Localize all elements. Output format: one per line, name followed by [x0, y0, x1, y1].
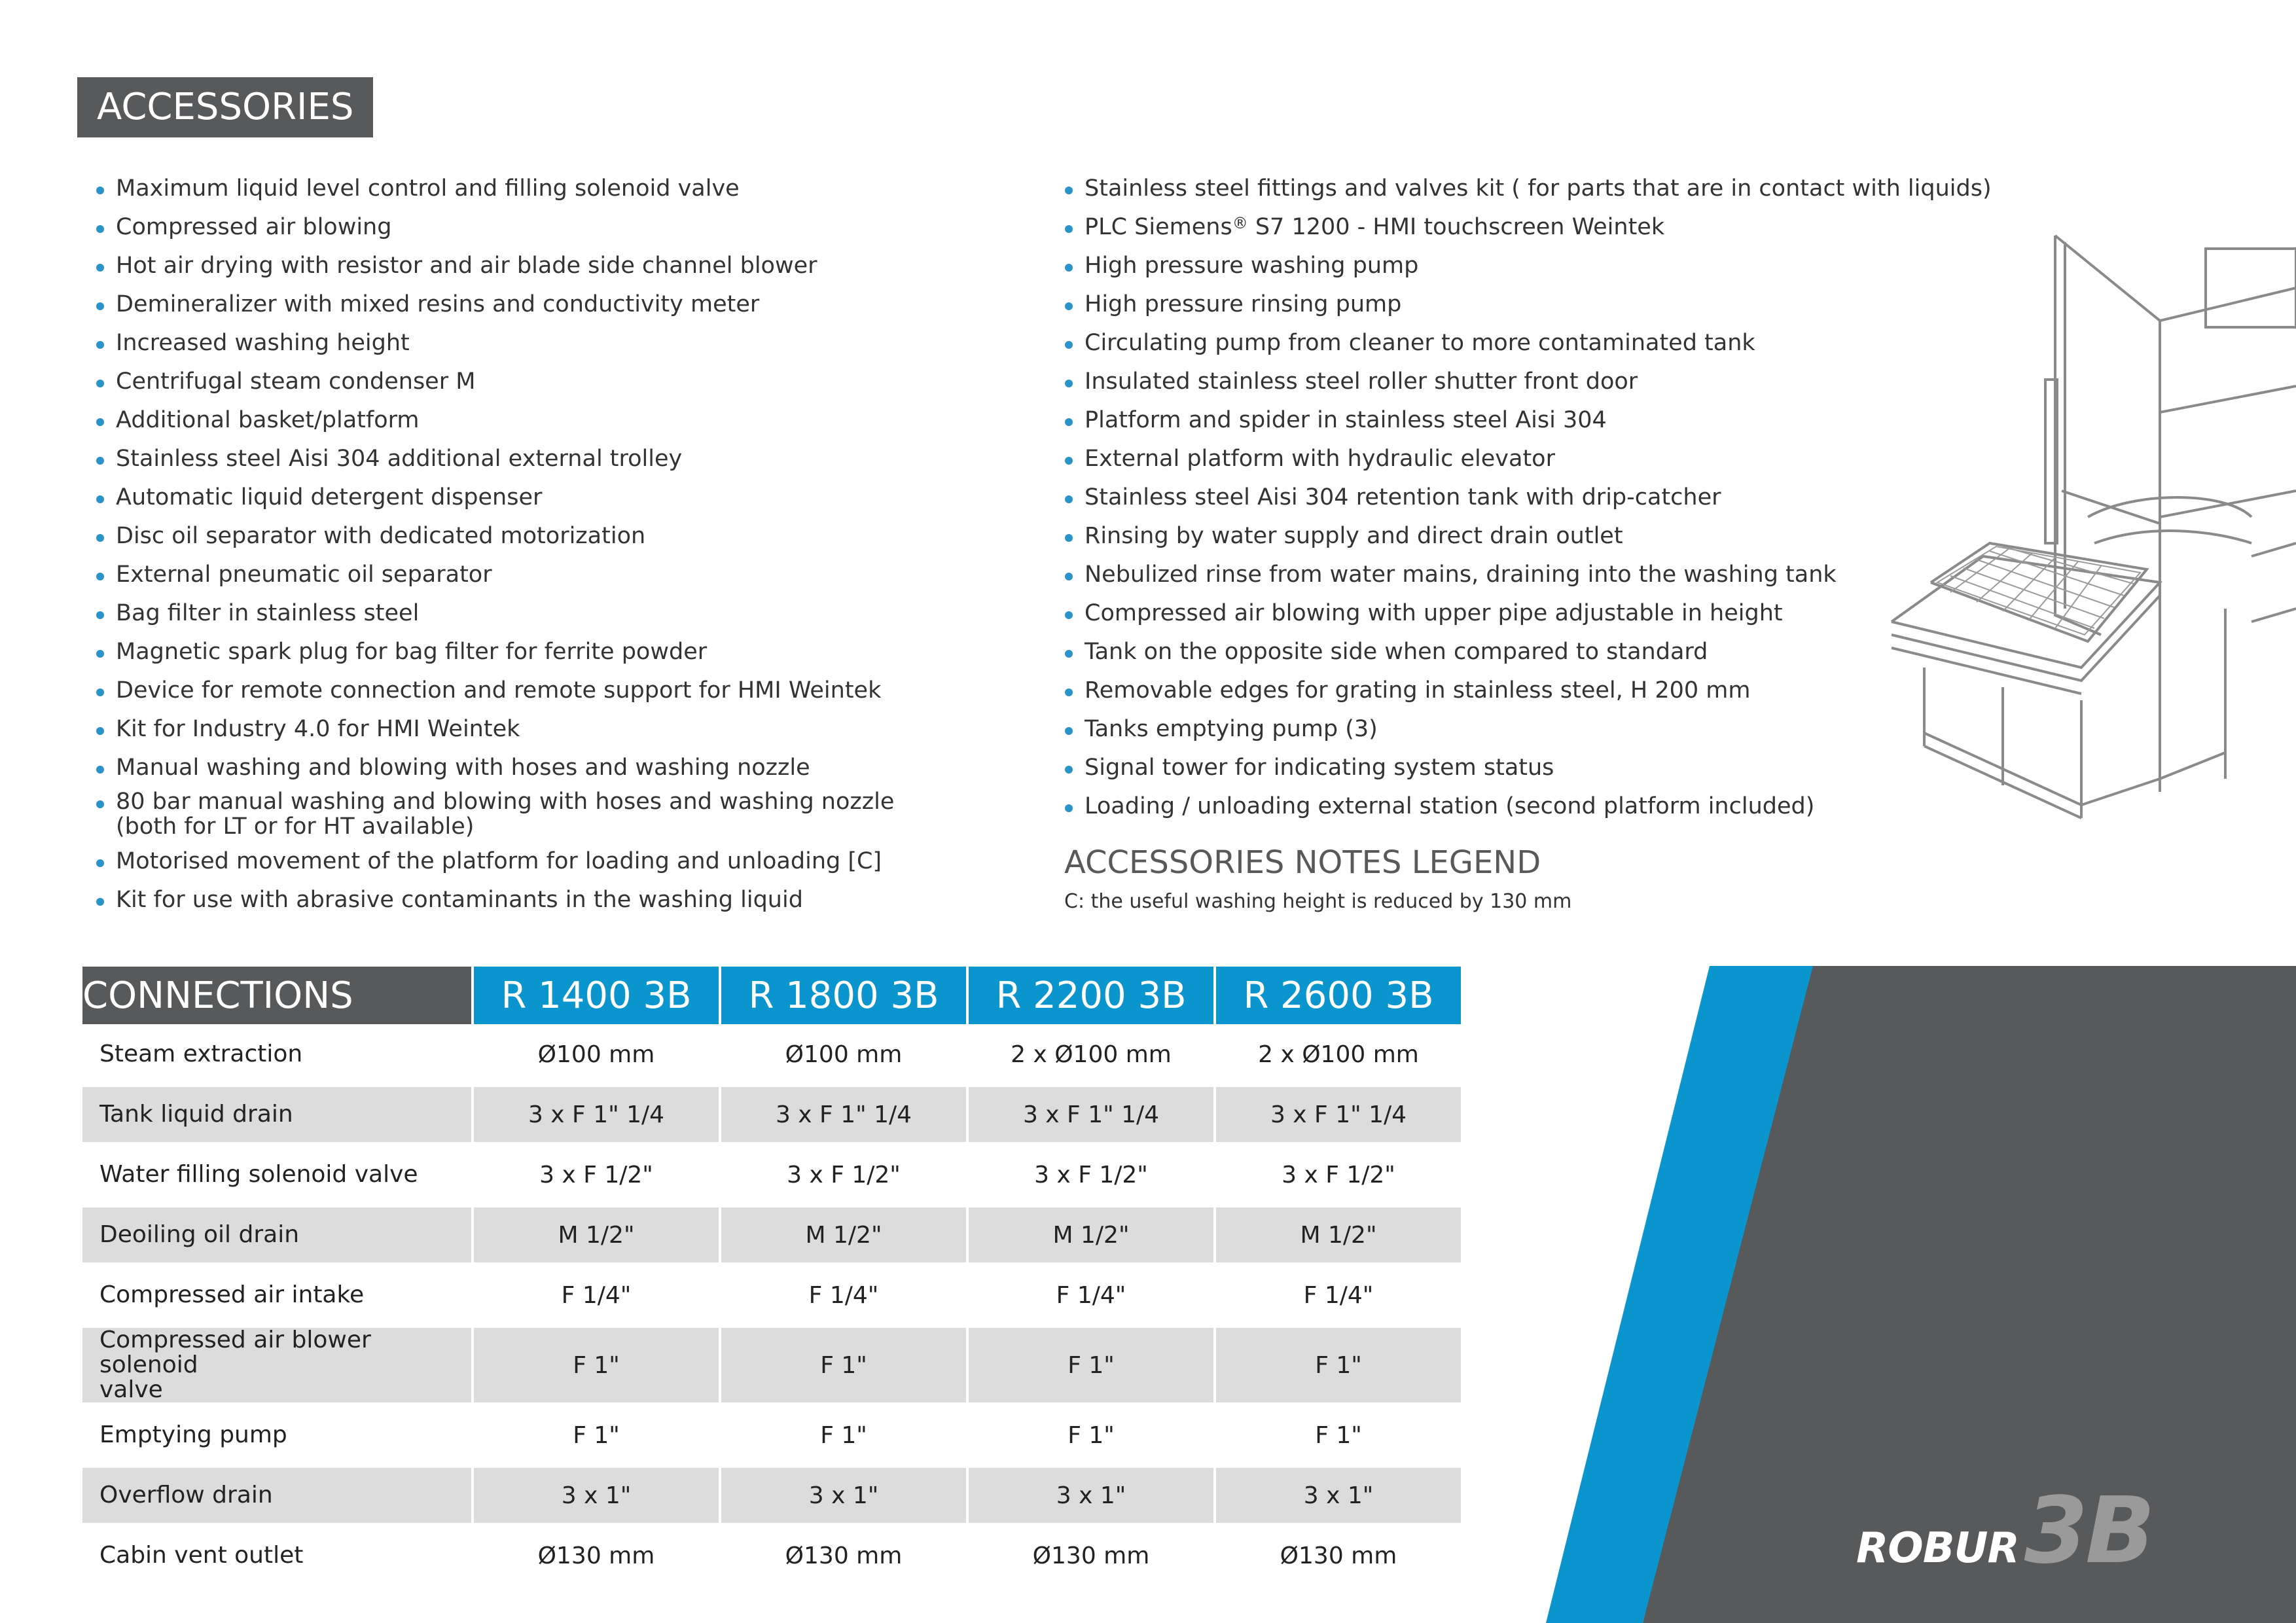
table-cell: M 1/2" — [721, 1205, 966, 1265]
list-item-text: S7 1200 - HMI touchscreen Weintek — [1247, 214, 1665, 240]
connections-title: CONNECTIONS — [82, 967, 471, 1024]
list-item: Rinsing by water supply and direct drain outlet — [1065, 523, 1623, 549]
table-cell: F 1" — [1216, 1325, 1461, 1405]
list-item: Stainless steel Aisi 304 retention tank with drip-catcher — [1065, 484, 1721, 510]
model-header: R 1800 3B — [721, 967, 966, 1024]
table-cell: F 1" — [474, 1405, 719, 1465]
table-cell: 2 x Ø100 mm — [1216, 1024, 1461, 1084]
table-cell: 3 x F 1" 1/4 — [474, 1084, 719, 1145]
list-item — [96, 789, 894, 839]
list-item: Magnetic spark plug for bag filter for ferrite powder — [96, 639, 707, 665]
table-cell: 3 x 1" — [474, 1465, 719, 1525]
row-label: Steam extraction — [82, 1024, 471, 1084]
legend-note: C: the useful washing height is reduced by 130 mm — [1064, 890, 1572, 913]
connections-table — [80, 967, 1463, 1586]
list-item: Centrifugal steam condenser M — [96, 368, 475, 395]
table-cell: M 1/2" — [969, 1205, 1213, 1265]
table-cell: F 1/4" — [721, 1265, 966, 1325]
table-row — [82, 1265, 1461, 1325]
table-cell: F 1" — [1216, 1405, 1461, 1465]
model-header: R 2600 3B — [1216, 967, 1461, 1024]
row-label-line-2: valve — [99, 1376, 163, 1403]
list-item: External platform with hydraulic elevator — [1065, 446, 1555, 472]
row-label — [82, 1325, 471, 1405]
list-item: Removable edges for grating in stainless steel, H 200 mm — [1065, 677, 1750, 704]
table-cell: 3 x F 1/2" — [1216, 1145, 1461, 1205]
list-item-text: PLC Siemens — [1085, 214, 1232, 240]
list-item: Disc oil separator with dedicated motorization — [96, 523, 645, 549]
table-cell: F 1" — [969, 1325, 1213, 1405]
list-item: Circulating pump from cleaner to more contaminated tank — [1065, 330, 1755, 356]
machine-illustration — [1885, 216, 2296, 825]
table-cell: 3 x F 1/2" — [969, 1145, 1213, 1205]
list-item: Device for remote connection and remote support for HMI Weintek — [96, 677, 881, 704]
list-item: Hot air drying with resistor and air blade side channel blower — [96, 253, 817, 279]
list-item: Maximum liquid level control and filling solenoid valve — [96, 175, 740, 202]
accessories-title: ACCESSORIES — [77, 77, 373, 137]
brand-model: 3B — [2024, 1478, 2153, 1584]
table-row — [82, 1024, 1461, 1084]
row-label: Tank liquid drain — [82, 1084, 471, 1145]
list-item: Insulated stainless steel roller shutter front door — [1065, 368, 1638, 395]
list-item-line-2: (both for LT or for HT available) — [116, 813, 475, 840]
row-label: Overflow drain — [82, 1465, 471, 1525]
list-item: Additional basket/platform — [96, 407, 420, 433]
model-header: R 2200 3B — [969, 967, 1213, 1024]
list-item: Tanks emptying pump (3) — [1065, 716, 1378, 742]
table-cell: M 1/2" — [1216, 1205, 1461, 1265]
list-item: Platform and spider in stainless steel Aisi 304 — [1065, 407, 1607, 433]
list-item: Loading / unloading external station (second platform included) — [1065, 793, 1814, 819]
list-item: Stainless steel fittings and valves kit ( for parts that are in contact with liquids) — [1065, 175, 1992, 202]
table-cell: F 1" — [721, 1405, 966, 1465]
row-label: Water filling solenoid valve — [82, 1145, 471, 1205]
row-label: Emptying pump — [82, 1405, 471, 1465]
table-cell: 3 x F 1" 1/4 — [969, 1084, 1213, 1145]
table-row — [82, 1084, 1461, 1145]
table-row — [82, 1205, 1461, 1265]
table-cell: 3 x F 1" 1/4 — [1216, 1084, 1461, 1145]
list-item-line-1: 80 bar manual washing and blowing with hoses and washing nozzle — [116, 789, 895, 815]
table-row — [82, 1325, 1461, 1405]
table-cell: 3 x 1" — [721, 1465, 966, 1525]
list-item: Motorised movement of the platform for loading and unloading [C] — [96, 848, 882, 874]
list-item: Demineralizer with mixed resins and conductivity meter — [96, 291, 759, 317]
list-item: Compressed air blowing — [96, 214, 391, 240]
list-item: High pressure rinsing pump — [1065, 291, 1401, 317]
table-cell: 3 x F 1/2" — [721, 1145, 966, 1205]
table-cell: 2 x Ø100 mm — [969, 1024, 1213, 1084]
table-row — [82, 1145, 1461, 1205]
list-item — [1065, 214, 1664, 240]
table-cell: F 1/4" — [474, 1265, 719, 1325]
table-cell: F 1" — [474, 1325, 719, 1405]
list-item: Increased washing height — [96, 330, 410, 356]
table-cell: 3 x 1" — [1216, 1465, 1461, 1525]
list-item: Kit for use with abrasive contaminants in the washing liquid — [96, 887, 803, 913]
registered-mark: ® — [1232, 214, 1248, 232]
table-cell: Ø130 mm — [1216, 1525, 1461, 1586]
table-header-row — [82, 967, 1461, 1024]
row-label-line-1: Compressed air blower solenoid — [99, 1327, 371, 1378]
table-cell: 3 x 1" — [969, 1465, 1213, 1525]
list-item: Tank on the opposite side when compared to standard — [1065, 639, 1708, 665]
list-item: Automatic liquid detergent dispenser — [96, 484, 542, 510]
table-cell: Ø130 mm — [474, 1525, 719, 1586]
list-item: Nebulized rinse from water mains, draining into the washing tank — [1065, 562, 1837, 588]
brand-logo — [1856, 1478, 2153, 1584]
table-cell: F 1/4" — [969, 1265, 1213, 1325]
list-item: Stainless steel Aisi 304 additional external trolley — [96, 446, 682, 472]
list-item: Kit for Industry 4.0 for HMI Weintek — [96, 716, 520, 742]
row-label: Cabin vent outlet — [82, 1525, 471, 1586]
table-cell: F 1" — [969, 1405, 1213, 1465]
model-header: R 1400 3B — [474, 967, 719, 1024]
list-item: Compressed air blowing with upper pipe adjustable in height — [1065, 600, 1783, 626]
row-label: Deoiling oil drain — [82, 1205, 471, 1265]
table-cell: F 1/4" — [1216, 1265, 1461, 1325]
table-cell: M 1/2" — [474, 1205, 719, 1265]
list-item: Manual washing and blowing with hoses and washing nozzle — [96, 755, 810, 781]
list-item: High pressure washing pump — [1065, 253, 1418, 279]
list-item: Signal tower for indicating system status — [1065, 755, 1554, 781]
table-cell: 3 x F 1" 1/4 — [721, 1084, 966, 1145]
list-item: External pneumatic oil separator — [96, 562, 492, 588]
table-row — [82, 1465, 1461, 1525]
row-label: Compressed air intake — [82, 1265, 471, 1325]
list-item: Bag filter in stainless steel — [96, 600, 419, 626]
legend-title: ACCESSORIES NOTES LEGEND — [1064, 844, 1541, 881]
table-cell: Ø130 mm — [721, 1525, 966, 1586]
table-row — [82, 1525, 1461, 1586]
table-cell: F 1" — [721, 1325, 966, 1405]
table-cell: Ø100 mm — [721, 1024, 966, 1084]
table-cell: 3 x F 1/2" — [474, 1145, 719, 1205]
brand-name: ROBUR — [1856, 1524, 2019, 1573]
table-cell: Ø100 mm — [474, 1024, 719, 1084]
table-cell: Ø130 mm — [969, 1525, 1213, 1586]
table-row — [82, 1405, 1461, 1465]
